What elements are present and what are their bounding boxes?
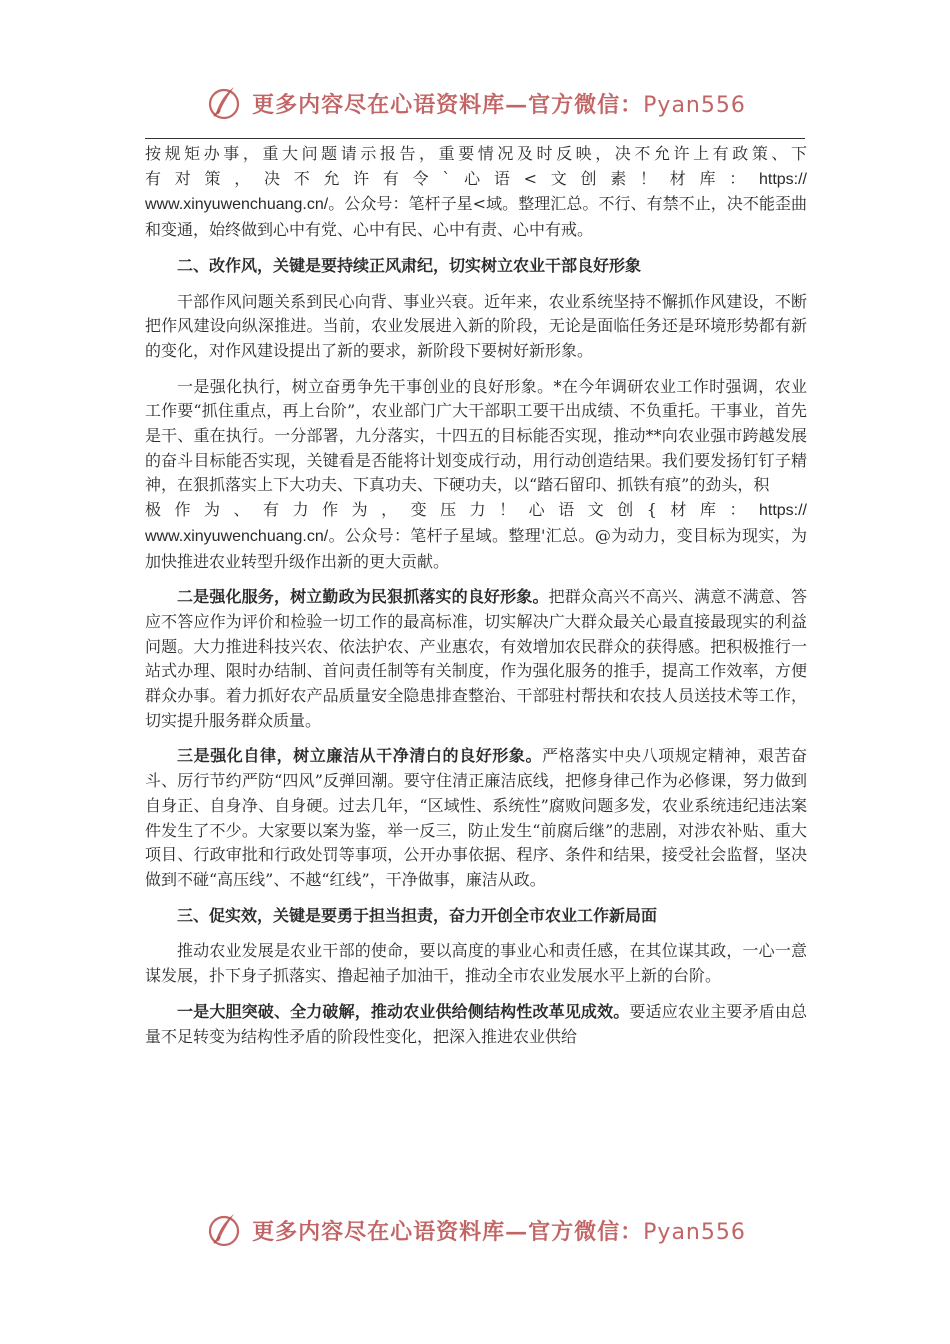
document-body: [145, 142, 807, 1060]
paragraph: 三是强化自律，树立廉洁从干净清白的良好形象。严格落实中央八项规定精神，艰苦奋斗、厉行节约严防“四风”反弹回潮。要守住清正廉洁底线，把修身律己作为必修课，努力做到自身正、自身净、自身硬。过去几年，“区域性、系统性”腐败问题多发，农业系统违纪违法案件发生了不少。大家要以案为鉴，举一反三，防止发生“前腐后继”的悲剧，对涉农补贴、重大项目、行政审批和行政处罚等事项，公开办事依据、程序、条件和结果，接受社会监督，坚决做到不碰“高压线”、不越“红线”，干净做事，廉洁从政。: [145, 746, 807, 889]
paragraph-line: 按规矩办事，重大问题请示报告，重要情况及时反映，决不允许上有政策、下: [145, 144, 807, 163]
paragraph: 一是强化执行，树立奋勇争先干事创业的良好形象。*在今年调研农业工作时强调，农业工作要“抓住重点，再上台阶”，农业部门广大干部职工要干出成绩、不负重托。干事业，首先是干、重在执行。一分部署，九分落实，十四五的目标能否实现，推动**向农业强市跨越发展的奋斗目标能否实现，关键看是否能将计划变成行动，用行动创造结果。我们要发扬钉钉子精神，在狠抓落实上下大功夫、下真功夫、下硬功夫，以“踏石留印、抓铁有痕”的劲头，积: [145, 376, 807, 495]
paragraph-lead: 三是强化自律，树立廉洁从干净清白的良好形象。: [177, 746, 543, 766]
section-heading: 二、改作风，关键是要持续正风肃纪，切实树立农业干部良好形象: [177, 255, 642, 275]
paragraph: 推动农业发展是农业干部的使命，要以高度的事业心和责任感，在其位谋其政，一心一意谋发展，扑下身子抓落实、撸起袖子加油干，推动全市农业发展水平上新的台阶。: [145, 941, 807, 986]
quill-logo-icon: [204, 1210, 244, 1250]
paragraph-line: 有对策，决不允许有令`心语<文创素！材库：https://: [145, 168, 807, 188]
paragraph: www.xinyuwenchuang.cn/。公众号：笔杆子星<域。整理汇总。不行、有禁不止，决不能歪曲和变通，始终做到心中有党、心中有民、心中有责、心中有戒。: [145, 194, 807, 240]
header-banner: [0, 78, 950, 128]
footer-banner: [0, 1205, 950, 1255]
quill-logo-icon: [204, 83, 244, 123]
paragraph: 干部作风问题关系到民心向背、事业兴衰。近年来，农业系统坚持不懈抓作风建设，不断把作风建设向纵深推进。当前，农业发展进入新的阶段，无论是面临任务还是环境形势都有新的变化，对作风建设提出了新的要求，新阶段下要树好新形象。: [145, 291, 807, 360]
paragraph: 一是大胆突破、全力破解，推动农业供给侧结构性改革见成效。要适应农业主要矛盾由总量不足转变为结构性矛盾的阶段性变化，把深入推进农业供给: [145, 1001, 807, 1046]
paragraph-lead: 一是大胆突破、全力破解，推动农业供给侧结构性改革见成效。: [177, 1001, 630, 1021]
header-banner-text: 更多内容尽在心语资料库—官方微信：Pyan556: [252, 91, 746, 118]
footer-banner-text: 更多内容尽在心语资料库—官方微信：Pyan556: [252, 1218, 746, 1245]
header-rule: [145, 138, 805, 139]
paragraph: www.xinyuwenchuang.cn/。公众号：笔杆子星域。整理'汇总。@为动力，变目标为现实，为加快推进农业转型升级作出新的更大贡献。: [145, 525, 807, 571]
paragraph: 二是强化服务，树立勤政为民狠抓落实的良好形象。把群众高兴不高兴、满意不满意、答应不答应作为评价和检验一切工作的最高标准，切实解决广大群众最关心最直接最现实的利益问题。大力推进科技兴农、依法护农、产业惠农，有效增加农民群众的获得感。把积极推行一站式办理、限时办结制、首问责任制等有关制度，作为强化服务的推手，提高工作效率，方便群众办事。着力抓好农产品质量安全隐患排查整治、干部驻村帮扶和农技人员送技术等工作，切实提升服务群众质量。: [145, 587, 807, 730]
paragraph-lead: 二是强化服务，树立勤政为民狠抓落实的良好形象。: [177, 587, 549, 607]
paragraph-line: 极作为、有力作为，变压力！心语文创{材库：https://: [145, 500, 807, 520]
section-heading: 三、促实效，关键是要勇于担当担责，奋力开创全市农业工作新局面: [177, 905, 658, 925]
